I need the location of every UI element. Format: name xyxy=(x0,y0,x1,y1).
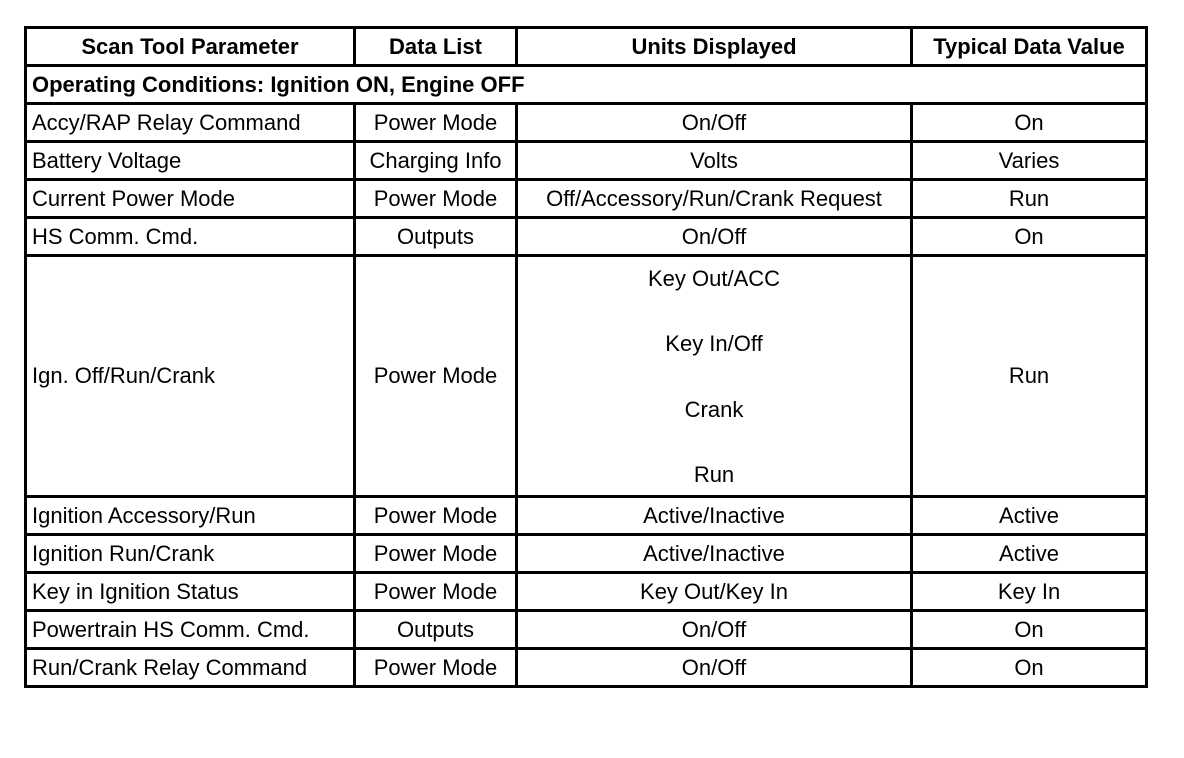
units-cell: Active/Inactive xyxy=(517,497,912,535)
units-cell: Active/Inactive xyxy=(517,535,912,573)
units-option: Run xyxy=(693,461,735,487)
parameter-cell: Current Power Mode xyxy=(26,180,355,218)
data-list-cell: Power Mode xyxy=(355,256,517,497)
units-cell xyxy=(517,256,912,497)
data-list-cell: Power Mode xyxy=(355,180,517,218)
data-list-cell: Outputs xyxy=(355,611,517,649)
units-cell: On/Off xyxy=(517,104,912,142)
data-list-cell: Power Mode xyxy=(355,104,517,142)
units-option: Key Out/ACC xyxy=(647,266,781,291)
typical-value-cell: On xyxy=(912,611,1147,649)
parameter-cell: HS Comm. Cmd. xyxy=(26,218,355,256)
table-row xyxy=(26,573,1147,611)
typical-value-cell: On xyxy=(912,649,1147,687)
typical-value-cell: On xyxy=(912,104,1147,142)
table-row xyxy=(26,180,1147,218)
parameter-cell: Accy/RAP Relay Command xyxy=(26,104,355,142)
header-typical-data-value: Typical Data Value xyxy=(912,28,1147,66)
header-units-displayed: Units Displayed xyxy=(517,28,912,66)
parameter-cell: Battery Voltage xyxy=(26,142,355,180)
units-option: Key In/Off xyxy=(665,331,763,357)
typical-value-cell: On xyxy=(912,218,1147,256)
units-cell: Volts xyxy=(517,142,912,180)
typical-value-cell: Run xyxy=(912,180,1147,218)
data-list-cell: Charging Info xyxy=(355,142,517,180)
parameter-cell: Run/Crank Relay Command xyxy=(26,649,355,687)
data-list-cell: Power Mode xyxy=(355,497,517,535)
header-scan-tool-parameter: Scan Tool Parameter xyxy=(26,28,355,66)
table-row xyxy=(26,611,1147,649)
units-option: Crank xyxy=(684,396,744,422)
table-row xyxy=(26,142,1147,180)
header-data-list: Data List xyxy=(355,28,517,66)
units-cell: On/Off xyxy=(517,611,912,649)
table-row xyxy=(26,535,1147,573)
parameter-cell: Ignition Run/Crank xyxy=(26,535,355,573)
typical-value-cell: Active xyxy=(912,535,1147,573)
typical-value-cell: Active xyxy=(912,497,1147,535)
data-list-cell: Power Mode xyxy=(355,573,517,611)
parameter-cell: Key in Ignition Status xyxy=(26,573,355,611)
table-row xyxy=(26,104,1147,142)
table-row xyxy=(26,497,1147,535)
units-cell: Key Out/Key In xyxy=(517,573,912,611)
table-row xyxy=(26,218,1147,256)
section-title: Operating Conditions: Ignition ON, Engine OFF xyxy=(26,66,1147,104)
data-list-cell: Power Mode xyxy=(355,535,517,573)
scan-tool-data-table xyxy=(24,26,1148,688)
units-cell: On/Off xyxy=(517,218,912,256)
table-row xyxy=(26,649,1147,687)
parameter-cell: Ignition Accessory/Run xyxy=(26,497,355,535)
typical-value-cell: Varies xyxy=(912,142,1147,180)
parameter-cell: Ign. Off/Run/Crank xyxy=(26,256,355,497)
data-list-cell: Outputs xyxy=(355,218,517,256)
units-cell: Off/Accessory/Run/Crank Request xyxy=(517,180,912,218)
section-row xyxy=(26,66,1147,104)
table-row xyxy=(26,256,1147,497)
parameter-cell: Powertrain HS Comm. Cmd. xyxy=(26,611,355,649)
typical-value-cell: Run xyxy=(912,256,1147,497)
header-row xyxy=(26,28,1147,66)
units-options-list xyxy=(523,260,905,492)
typical-value-cell: Key In xyxy=(912,573,1147,611)
data-list-cell: Power Mode xyxy=(355,649,517,687)
units-cell: On/Off xyxy=(517,649,912,687)
